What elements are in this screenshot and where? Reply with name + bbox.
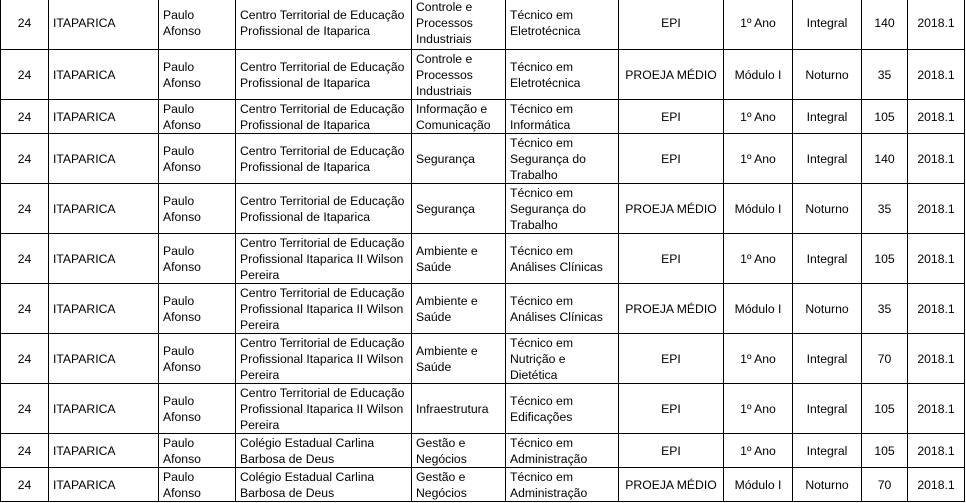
cell-eixo: Ambiente e Saúde: [412, 284, 506, 334]
cell-eixo: Segurança: [412, 184, 506, 234]
cell-municipio: Paulo Afonso: [159, 234, 236, 284]
cell-forma: PROEJA MÉDIO: [619, 184, 724, 234]
cell-municipio: Paulo Afonso: [159, 134, 236, 184]
cell-eixo: Ambiente e Saúde: [412, 234, 506, 284]
cell-forma: EPI: [619, 100, 724, 134]
cell-periodo: 2018.1: [908, 184, 965, 234]
cell-municipio: Paulo Afonso: [159, 334, 236, 384]
cell-serie: 1º Ano: [724, 334, 793, 384]
cell-vagas: 35: [862, 184, 908, 234]
cell-territorio: ITAPARICA: [49, 384, 159, 434]
cell-forma: EPI: [619, 234, 724, 284]
cell-vagas: 105: [862, 100, 908, 134]
cell-curso: Técnico em Segurança do Trabalho: [506, 184, 619, 234]
cell-curso: Técnico em Informática: [506, 100, 619, 134]
table-row: [1, 50, 965, 100]
cell-eixo: Controle e Processos Industriais: [412, 0, 506, 50]
cell-periodo: 2018.1: [908, 434, 965, 468]
cell-unidade: Centro Territorial de Educação Profissional Itaparica II Wilson Pereira: [236, 334, 412, 384]
cell-forma: EPI: [619, 434, 724, 468]
cell-nte: 24: [1, 134, 49, 184]
cell-serie: 1º Ano: [724, 0, 793, 50]
cell-forma: EPI: [619, 0, 724, 50]
cell-territorio: ITAPARICA: [49, 234, 159, 284]
table-row: [1, 0, 965, 50]
cell-eixo: Gestão e Negócios: [412, 434, 506, 468]
cell-forma: PROEJA MÉDIO: [619, 468, 724, 502]
cell-territorio: ITAPARICA: [49, 100, 159, 134]
cell-vagas: 35: [862, 50, 908, 100]
cell-curso: Técnico em Análises Clínicas: [506, 234, 619, 284]
cell-municipio: Paulo Afonso: [159, 468, 236, 502]
table-row: [1, 100, 965, 134]
cell-eixo: Gestão e Negócios: [412, 468, 506, 502]
cell-turno: Integral: [793, 334, 862, 384]
cell-serie: Módulo I: [724, 184, 793, 234]
cell-turno: Noturno: [793, 50, 862, 100]
cell-vagas: 105: [862, 384, 908, 434]
cell-municipio: Paulo Afonso: [159, 384, 236, 434]
cell-eixo: Ambiente e Saúde: [412, 334, 506, 384]
cell-territorio: ITAPARICA: [49, 434, 159, 468]
cell-turno: Integral: [793, 234, 862, 284]
table-row: [1, 468, 965, 502]
cell-territorio: ITAPARICA: [49, 334, 159, 384]
cell-nte: 24: [1, 234, 49, 284]
cell-forma: PROEJA MÉDIO: [619, 284, 724, 334]
cell-nte: 24: [1, 334, 49, 384]
cell-eixo: Infraestrutura: [412, 384, 506, 434]
cell-curso: Técnico em Nutrição e Dietética: [506, 334, 619, 384]
cell-eixo: Controle e Processos Industriais: [412, 50, 506, 100]
cell-curso: Técnico em Administração: [506, 434, 619, 468]
cell-serie: Módulo I: [724, 468, 793, 502]
cell-curso: Técnico em Eletrotécnica: [506, 0, 619, 50]
cell-forma: EPI: [619, 334, 724, 384]
cell-periodo: 2018.1: [908, 234, 965, 284]
cell-serie: 1º Ano: [724, 384, 793, 434]
cell-unidade: Centro Territorial de Educação Profissional de Itaparica: [236, 50, 412, 100]
cell-curso: Técnico em Eletrotécnica: [506, 50, 619, 100]
cell-nte: 24: [1, 284, 49, 334]
cell-curso: Técnico em Segurança do Trabalho: [506, 134, 619, 184]
cell-territorio: ITAPARICA: [49, 134, 159, 184]
cell-territorio: ITAPARICA: [49, 184, 159, 234]
cell-territorio: ITAPARICA: [49, 468, 159, 502]
cell-eixo: Informação e Comunicação: [412, 100, 506, 134]
cell-nte: 24: [1, 184, 49, 234]
cell-forma: EPI: [619, 134, 724, 184]
cell-vagas: 140: [862, 134, 908, 184]
table-row: [1, 284, 965, 334]
cell-municipio: Paulo Afonso: [159, 284, 236, 334]
cell-unidade: Centro Territorial de Educação Profissional de Itaparica: [236, 0, 412, 50]
cell-unidade: Centro Territorial de Educação Profissional de Itaparica: [236, 100, 412, 134]
cell-turno: Integral: [793, 434, 862, 468]
cell-nte: 24: [1, 100, 49, 134]
cell-periodo: 2018.1: [908, 100, 965, 134]
cell-periodo: 2018.1: [908, 468, 965, 502]
cell-curso: Técnico em Análises Clínicas: [506, 284, 619, 334]
cell-nte: 24: [1, 0, 49, 50]
cell-vagas: 70: [862, 468, 908, 502]
cell-unidade: Centro Territorial de Educação Profissional Itaparica II Wilson Pereira: [236, 284, 412, 334]
cell-nte: 24: [1, 50, 49, 100]
cell-periodo: 2018.1: [908, 384, 965, 434]
cell-municipio: Paulo Afonso: [159, 0, 236, 50]
table-row: [1, 184, 965, 234]
cell-unidade: Colégio Estadual Carlina Barbosa de Deus: [236, 434, 412, 468]
cell-forma: PROEJA MÉDIO: [619, 50, 724, 100]
cell-municipio: Paulo Afonso: [159, 100, 236, 134]
cell-serie: Módulo I: [724, 50, 793, 100]
cell-territorio: ITAPARICA: [49, 50, 159, 100]
cell-forma: EPI: [619, 384, 724, 434]
table-row: [1, 134, 965, 184]
cell-unidade: Centro Territorial de Educação Profissional de Itaparica: [236, 134, 412, 184]
cell-curso: Técnico em Administração: [506, 468, 619, 502]
table-row: [1, 434, 965, 468]
cell-serie: Módulo I: [724, 284, 793, 334]
cell-nte: 24: [1, 468, 49, 502]
cell-municipio: Paulo Afonso: [159, 434, 236, 468]
cell-turno: Noturno: [793, 184, 862, 234]
cell-periodo: 2018.1: [908, 50, 965, 100]
table-row: [1, 334, 965, 384]
cell-turno: Noturno: [793, 284, 862, 334]
cell-vagas: 140: [862, 0, 908, 50]
cell-unidade: Centro Territorial de Educação Profissional Itaparica II Wilson Pereira: [236, 234, 412, 284]
cell-nte: 24: [1, 384, 49, 434]
cell-territorio: ITAPARICA: [49, 0, 159, 50]
cell-vagas: 105: [862, 234, 908, 284]
cell-periodo: 2018.1: [908, 334, 965, 384]
table-row: [1, 234, 965, 284]
cell-periodo: 2018.1: [908, 284, 965, 334]
cell-vagas: 105: [862, 434, 908, 468]
cell-unidade: Colégio Estadual Carlina Barbosa de Deus: [236, 468, 412, 502]
cell-serie: 1º Ano: [724, 234, 793, 284]
cell-curso: Técnico em Edificações: [506, 384, 619, 434]
cell-territorio: ITAPARICA: [49, 284, 159, 334]
cell-unidade: Centro Territorial de Educação Profissional Itaparica II Wilson Pereira: [236, 384, 412, 434]
cell-turno: Integral: [793, 0, 862, 50]
cell-vagas: 70: [862, 334, 908, 384]
cell-turno: Integral: [793, 384, 862, 434]
table-row: [1, 384, 965, 434]
cell-turno: Integral: [793, 100, 862, 134]
cell-municipio: Paulo Afonso: [159, 50, 236, 100]
cell-periodo: 2018.1: [908, 0, 965, 50]
cell-turno: Noturno: [793, 468, 862, 502]
cell-municipio: Paulo Afonso: [159, 184, 236, 234]
cell-vagas: 35: [862, 284, 908, 334]
cell-nte: 24: [1, 434, 49, 468]
cell-unidade: Centro Territorial de Educação Profissional de Itaparica: [236, 184, 412, 234]
cell-serie: 1º Ano: [724, 434, 793, 468]
cell-periodo: 2018.1: [908, 134, 965, 184]
cell-turno: Integral: [793, 134, 862, 184]
cell-serie: 1º Ano: [724, 100, 793, 134]
cell-serie: 1º Ano: [724, 134, 793, 184]
cell-eixo: Segurança: [412, 134, 506, 184]
